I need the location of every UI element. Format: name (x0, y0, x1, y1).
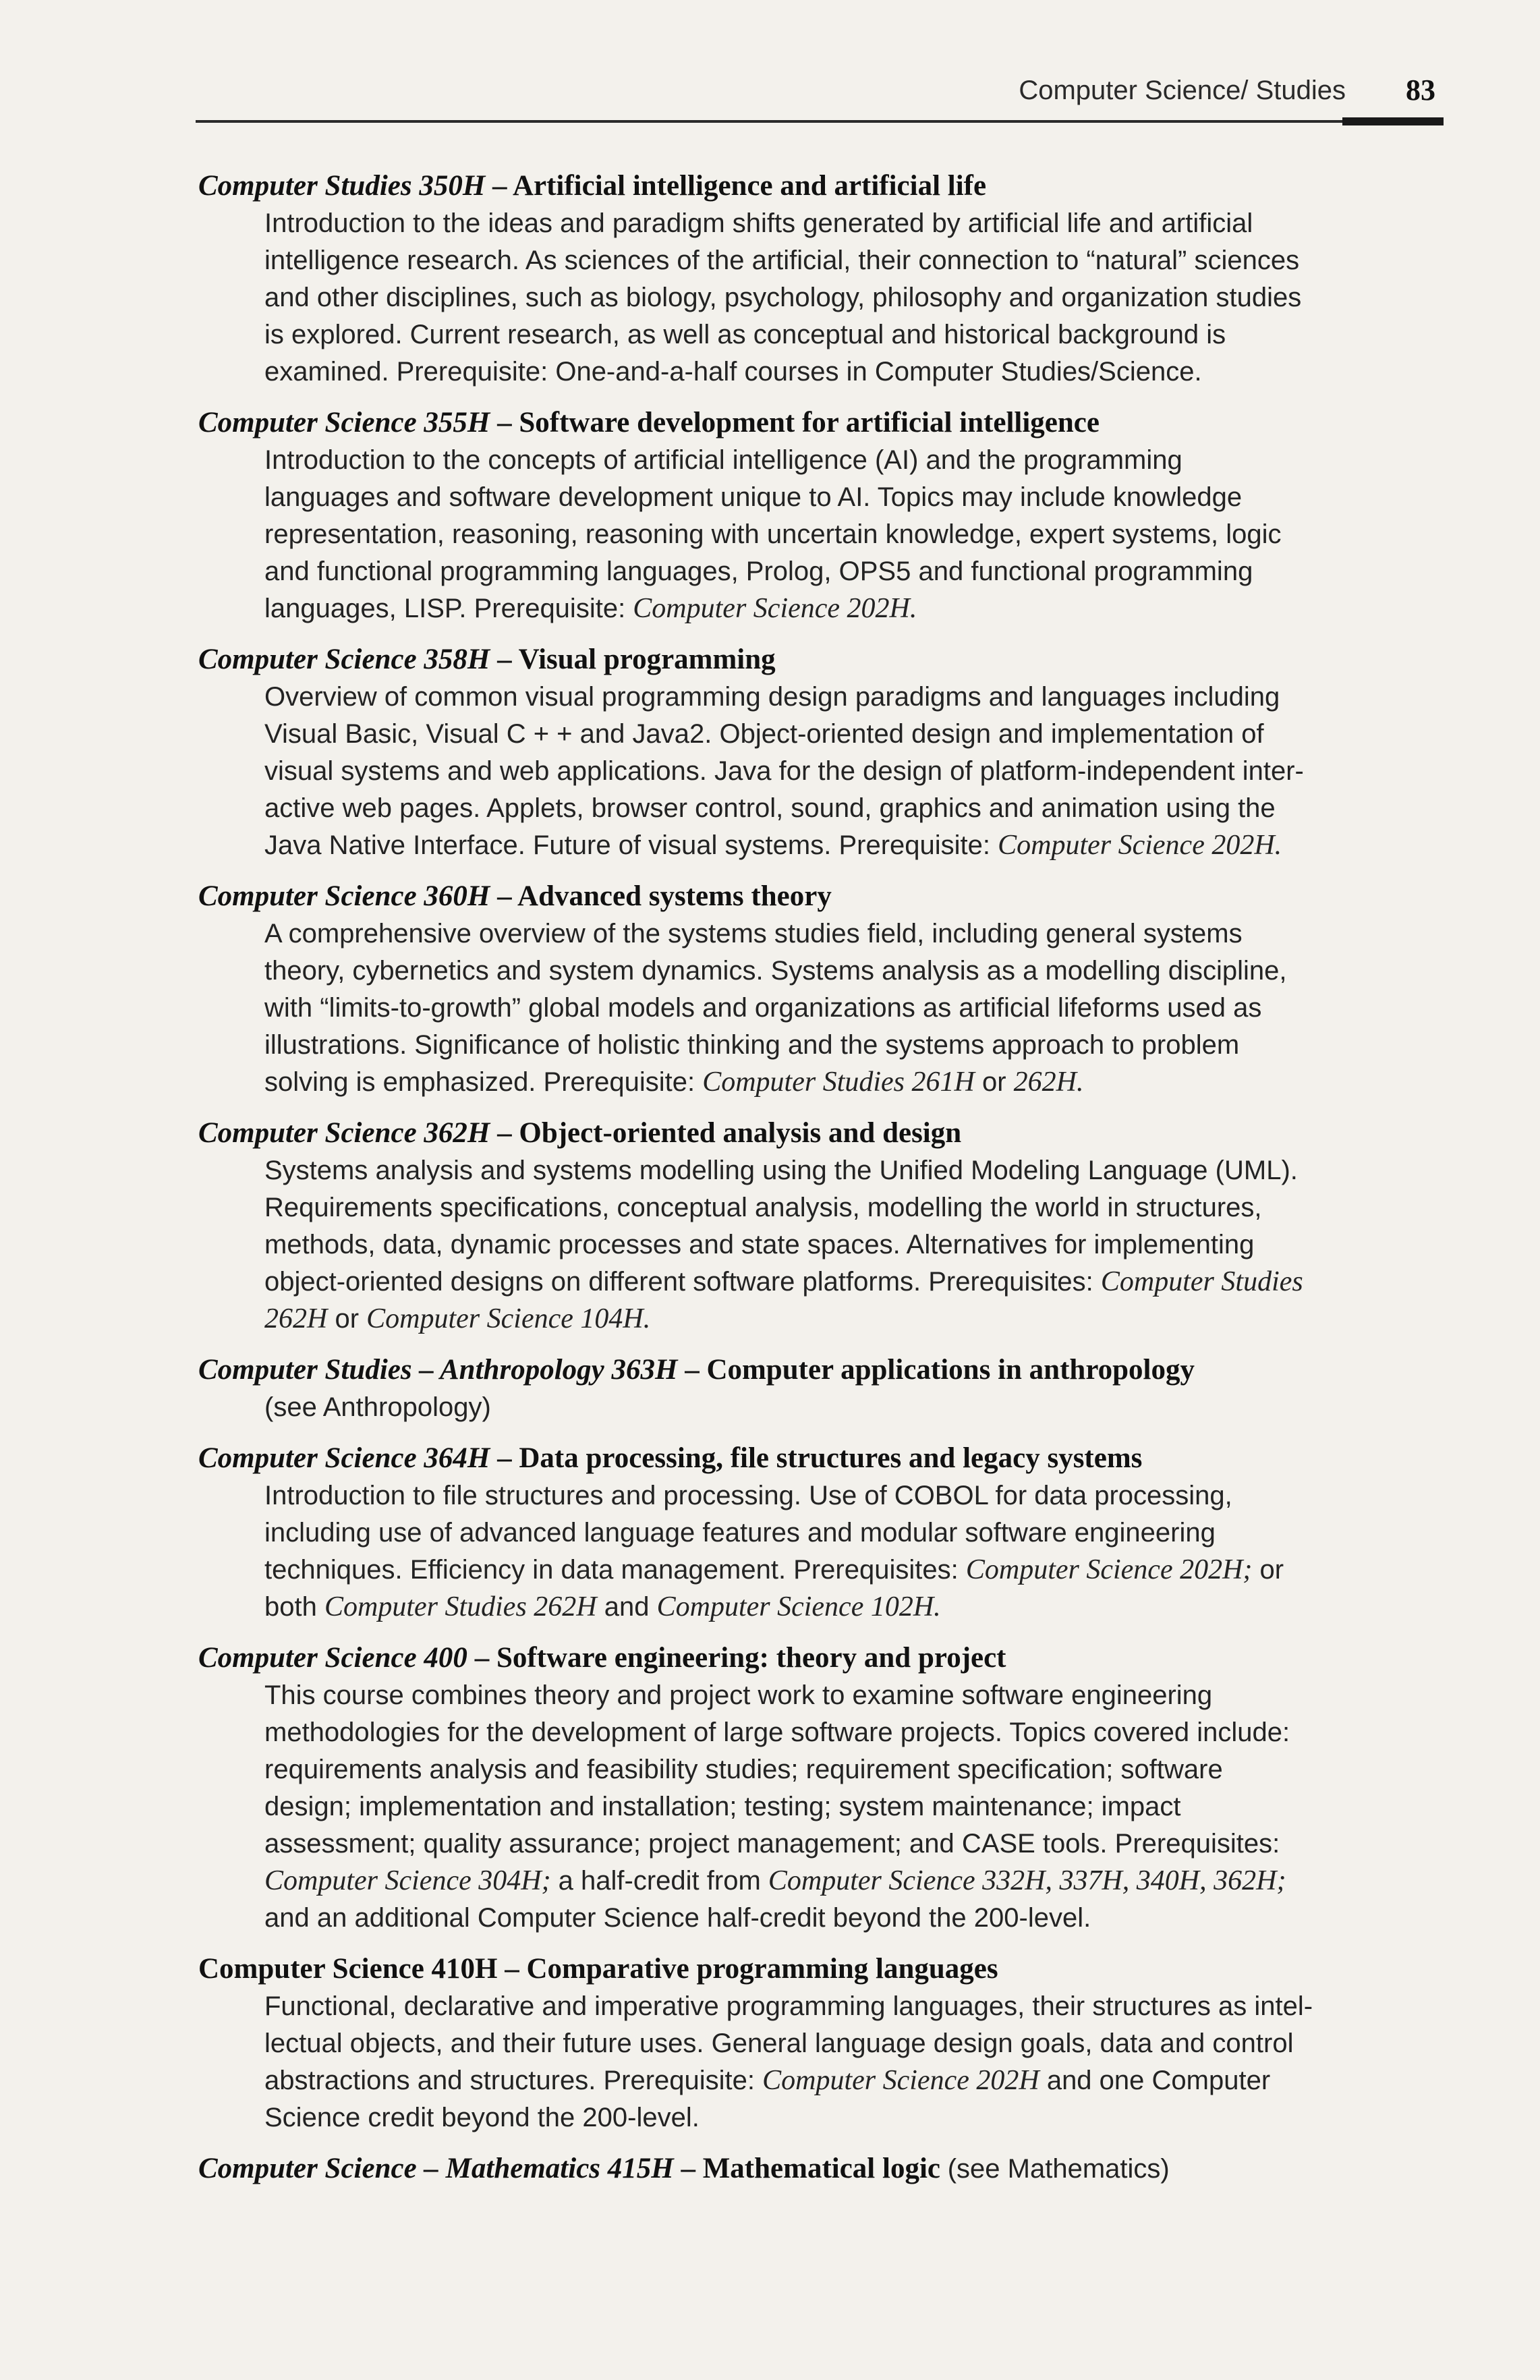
course-list (198, 167, 1466, 2201)
course-reference: Computer Studies 262H (324, 1591, 597, 1622)
course-code: Computer Science 355H (198, 407, 490, 438)
description-text: Functional, declarative and imperative programming languages, their structures as intel- (264, 1991, 1313, 2021)
description-line (264, 1714, 1466, 1751)
description-line (264, 590, 1466, 627)
description-line (264, 1226, 1466, 1264)
description-text: techniques. Efficiency in data management. Prerequisites: (264, 1555, 966, 1585)
running-head: Computer Science/ Studies (1019, 76, 1346, 105)
course-entry (198, 2150, 1466, 2188)
description-line (264, 827, 1466, 864)
description-line (264, 1189, 1466, 1226)
description-line (264, 953, 1466, 990)
course-heading: Computer Science – Mathematics 415H – Mathematical logic (see Mathematics) (198, 2153, 1170, 2184)
course-description (264, 205, 1466, 391)
course-reference: Computer Science 202H (762, 2065, 1039, 2096)
description-text: object-oriented designs on different software platforms. Prerequisites: (264, 1267, 1101, 1297)
course-code: Computer Science 358H (198, 644, 490, 675)
course-code: Computer Science 362H (198, 1117, 490, 1149)
description-text: both (264, 1592, 324, 1622)
description-text: solving is emphasized. Prerequisite: (264, 1067, 703, 1097)
description-line (264, 1152, 1466, 1189)
course-entry (198, 1351, 1466, 1426)
description-text: representation, reasoning, reasoning with uncertain knowledge, expert systems, logic (264, 519, 1282, 549)
description-line (264, 915, 1466, 953)
course-heading: Computer Science 360H – Advanced systems theory (198, 880, 832, 912)
course-reference: Computer Science 102H. (656, 1591, 941, 1622)
description-line (264, 1301, 1466, 1338)
description-line (264, 516, 1466, 553)
description-text: and an additional Computer Science half-credit beyond the 200-level. (264, 1903, 1091, 1933)
course-code: Computer Studies 350H (198, 170, 486, 202)
description-text: Introduction to the ideas and paradigm shifts generated by artificial life and artificial (264, 208, 1253, 238)
description-text: and other disciplines, such as biology, psychology, philosophy and organization studies (264, 283, 1302, 312)
course-code: Computer Studies – Anthropology 363H (198, 1354, 678, 1386)
description-text: A comprehensive overview of the systems studies field, including general systems (264, 919, 1243, 948)
description-text: languages, LISP. Prerequisite: (264, 594, 633, 623)
course-title: Data processing, file structures and legacy systems (519, 1442, 1143, 1474)
description-line (264, 205, 1466, 242)
description-text: active web pages. Applets, browser control, sound, graphics and animation using the (264, 793, 1276, 823)
course-title: Mathematical logic (702, 2153, 940, 2184)
description-line (264, 279, 1466, 316)
description-text: or (327, 1304, 367, 1334)
description-text: design; implementation and installation; testing; system maintenance; impact (264, 1792, 1181, 1821)
course-code: Computer Science – Mathematics 415H (198, 2153, 674, 2184)
course-heading: Computer Science 355H – Software development for artificial intelligence (198, 407, 1100, 438)
description-line (264, 753, 1466, 790)
description-line (264, 1751, 1466, 1788)
description-line (264, 990, 1466, 1027)
description-text: requirements analysis and feasibility studies; requirement specification; software (264, 1755, 1223, 1784)
course-code: Computer Science 360H (198, 880, 490, 912)
course-description (264, 1152, 1466, 1338)
course-heading: Computer Studies 350H – Artificial intelligence and artificial life (198, 170, 987, 202)
course-description (264, 1988, 1466, 2136)
description-line (264, 1477, 1466, 1514)
description-text: a half-credit from (550, 1866, 768, 1896)
description-line (264, 1027, 1466, 1064)
course-entry (198, 878, 1466, 1101)
description-line (264, 1788, 1466, 1825)
course-heading: Computer Science 364H – Data processing, file structures and legacy systems (198, 1442, 1143, 1474)
course-entry (198, 1114, 1466, 1338)
description-text: or (974, 1067, 1014, 1097)
course-description (264, 915, 1466, 1101)
description-text: Java Native Interface. Future of visual systems. Prerequisite: (264, 830, 998, 860)
description-text: assessment; quality assurance; project management; and CASE tools. Prerequisites: (264, 1829, 1280, 1859)
description-text: illustrations. Significance of holistic thinking and the systems approach to problem (264, 1030, 1240, 1060)
description-line (264, 1389, 1466, 1426)
course-title: Advanced systems theory (517, 880, 832, 912)
description-line (264, 316, 1466, 353)
description-text: Requirements specifications, conceptual analysis, modelling the world in structures, (264, 1193, 1262, 1222)
course-description (264, 1677, 1466, 1937)
description-text: theory, cybernetics and system dynamics. Systems analysis as a modelling discipline, (264, 956, 1287, 986)
page-header (196, 67, 1444, 121)
course-reference: Computer Science 304H; (264, 1865, 551, 1896)
description-line (264, 679, 1466, 716)
description-line (264, 2099, 1466, 2136)
description-text: abstractions and structures. Prerequisite: (264, 2066, 763, 2095)
course-description (264, 442, 1466, 627)
course-cross-reference: (see Mathematics) (947, 2154, 1170, 2184)
course-reference: Computer Science 202H. (998, 830, 1282, 861)
page-number: 83 (1406, 74, 1435, 107)
description-line (264, 1514, 1466, 1552)
course-entry (198, 167, 1466, 391)
course-code: Computer Science 364H (198, 1442, 490, 1474)
description-line (264, 1988, 1466, 2025)
course-heading: Computer Science 400 – Software engineering: theory and project (198, 1642, 1006, 1674)
description-text: and (596, 1592, 657, 1622)
description-text: Visual Basic, Visual C + + and Java2. Object-oriented design and implementation of (264, 719, 1264, 749)
course-title: Artificial intelligence and artificial life (512, 170, 987, 202)
course-heading: Computer Science 358H – Visual programming (198, 644, 776, 675)
description-text: or (1252, 1555, 1284, 1585)
description-line (264, 1064, 1466, 1101)
description-line (264, 479, 1466, 516)
header-rule-accent (1342, 117, 1444, 125)
description-text: is explored. Current research, as well as conceptual and historical background is (264, 320, 1226, 349)
description-line (264, 442, 1466, 479)
course-heading: Computer Science 410H – Comparative programming languages (198, 1953, 998, 1985)
description-line (264, 1552, 1466, 1589)
description-line (264, 716, 1466, 753)
description-text: including use of advanced language features and modular software engineering (264, 1518, 1216, 1548)
course-reference: Computer Science 104H. (366, 1303, 651, 1334)
description-text: This course combines theory and project work to examine software engineering (264, 1680, 1213, 1710)
header-rule (196, 120, 1444, 123)
description-line (264, 1863, 1466, 1900)
description-line (264, 2025, 1466, 2062)
course-code: Computer Science 400 (198, 1642, 467, 1674)
description-text: Science credit beyond the 200-level. (264, 2103, 700, 2132)
course-reference: Computer Science 332H, 337H, 340H, 362H; (768, 1865, 1286, 1896)
course-entry (198, 1639, 1466, 1937)
course-heading: Computer Studies – Anthropology 363H – Computer applications in anthropology (198, 1354, 1195, 1386)
course-reference: Computer Studies 261H (702, 1067, 975, 1098)
description-text: (see Anthropology) (264, 1392, 491, 1422)
course-title: Visual programming (518, 644, 776, 675)
course-title: Software development for artificial intelligence (519, 407, 1100, 438)
description-text: and functional programming languages, Prolog, OPS5 and functional programming (264, 557, 1253, 586)
description-line (264, 1825, 1466, 1863)
description-text: Systems analysis and systems modelling using the Unified Modeling Language (UML). (264, 1156, 1298, 1185)
description-text: visual systems and web applications. Java for the design of platform-independent inter- (264, 756, 1304, 786)
description-text: intelligence research. As sciences of the artificial, their connection to “natural” sciences (264, 246, 1300, 275)
description-line (264, 790, 1466, 827)
course-title: Object-oriented analysis and design (519, 1117, 962, 1149)
description-text: Introduction to the concepts of artificial intelligence (AI) and the programming (264, 445, 1182, 475)
description-text: Introduction to file structures and processing. Use of COBOL for data processing, (264, 1481, 1232, 1510)
description-line (264, 1677, 1466, 1714)
description-line (264, 1589, 1466, 1626)
description-line (264, 1900, 1466, 1937)
description-text: examined. Prerequisite: One-and-a-half courses in Computer Studies/Science. (264, 357, 1202, 387)
description-text: lectual objects, and their future uses. General language design goals, data and control (264, 2029, 1294, 2058)
description-line (264, 1264, 1466, 1301)
description-text: languages and software development unique to AI. Topics may include knowledge (264, 482, 1243, 512)
description-line (264, 553, 1466, 590)
course-heading: Computer Science 362H – Object-oriented analysis and design (198, 1117, 962, 1149)
course-entry (198, 1440, 1466, 1626)
description-text: methodologies for the development of large software projects. Topics covered include: (264, 1718, 1290, 1747)
course-title: Comparative programming languages (526, 1953, 998, 1985)
description-line (264, 242, 1466, 279)
course-entry (198, 641, 1466, 864)
course-code: Computer Science 410H (198, 1953, 498, 1985)
course-description (264, 679, 1466, 864)
course-entry (198, 404, 1466, 627)
course-reference: Computer Science 202H; (965, 1554, 1253, 1585)
description-text: and one Computer (1039, 2066, 1271, 2095)
description-line (264, 2062, 1466, 2099)
course-reference: 262H. (1013, 1067, 1084, 1098)
description-text: methods, data, dynamic processes and state spaces. Alternatives for implementing (264, 1230, 1255, 1259)
description-text: with “limits-to-growth” global models and organizations as artificial lifeforms used as (264, 993, 1262, 1023)
course-description (264, 1477, 1466, 1626)
course-reference: Computer Studies (1100, 1266, 1303, 1297)
course-reference: 262H (264, 1303, 328, 1334)
course-description (264, 1389, 1466, 1426)
course-title: Computer applications in anthropology (706, 1354, 1195, 1386)
course-entry (198, 1950, 1466, 2136)
course-reference: Computer Science 202H. (633, 593, 917, 624)
course-title: Software engineering: theory and project (496, 1642, 1006, 1674)
description-line (264, 353, 1466, 391)
description-text: Overview of common visual programming design paradigms and languages including (264, 682, 1280, 712)
